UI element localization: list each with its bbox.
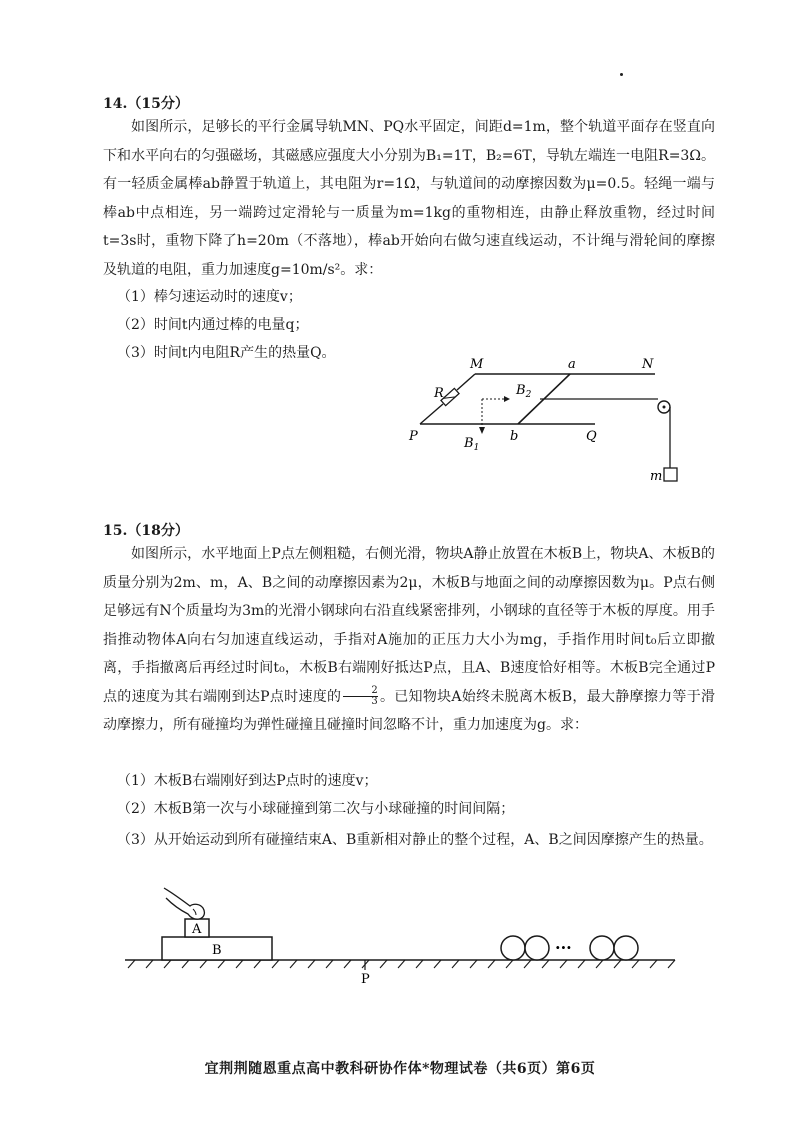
q15-question-2: （2）木板B第一次与小球碰撞到第二次与小球碰撞的时间间隔； <box>117 801 515 817</box>
q15-body-part1: 如图所示，水平地面上P点左侧粗糙，右侧光滑，物块A静止放置在木板B上，物块A、木板B的质量分别为2m、m，A、B之间的动摩擦因素为2μ，木板B与地面之间的动摩擦因数为μ。P点右侧足够远有N个质量均为3m的光滑小钢球向右沿直线紧密排列，小钢球的直径等于木板的厚度。用手指推动物体A向右匀加速直线运动，手指对A施加的正压力大小为mg，手指作用时间t₀后立即撤离，手指撤离后再经过时间t₀，木板B右端刚好抵达P点，且A、B速度恰好相等。木板B完全通过P点的速度为其右端刚到达P点时速度的 <box>103 546 715 705</box>
q14-header: 14.（15分） <box>103 96 189 112</box>
b1-arrow-icon <box>479 427 485 434</box>
ground-hatching <box>128 960 675 968</box>
label-board-b: B <box>212 943 222 958</box>
q15-question-3: （3）从开始运动到所有碰撞结束A、B重新相对静止的整个过程，A、B之间因摩擦产生的热量。 <box>117 832 713 848</box>
page-mark-dot <box>620 73 623 76</box>
steel-ball <box>614 936 638 960</box>
label-p: P <box>409 429 418 444</box>
label-b2: $B_2$ <box>516 383 532 400</box>
label-n: N <box>642 357 654 372</box>
q14-body: 如图所示，足够长的平行金属导轨MN、PQ水平固定，间距d=1m，整个轨道平面存在竖直向下和水平向右的匀强磁场，其磁感应强度大小分别为B₁=1T，B₂=6T，导轨左端连一电阻R=3Ω。有一轻质金属棒ab静置于轨道上，其电阻为r=1Ω，与轨道间的动摩擦因数为μ=0.5。轻绳一端与棒ab中点相连，另一端跨过定滑轮与一质量为m=1kg的重物相连，由静止释放重物，经过时间t=3s时，重物下降了h=20m（不落地），棒ab开始向右做匀速直线运动，不计绳与滑轮间的摩擦及轨道的电阻，重力加速度g=10m/s²。求： <box>103 119 715 278</box>
b2-arrow-icon <box>504 396 510 402</box>
finger-icon <box>164 888 204 919</box>
q14-question-1: （1）棒匀速运动时的速度v； <box>117 289 302 305</box>
q14-rail-diagram <box>400 352 700 502</box>
steel-ball <box>590 936 614 960</box>
q15-question-1: （1）木板B右端刚好到达P点时的速度v； <box>117 773 378 789</box>
label-p-point: P <box>361 972 370 987</box>
label-a: a <box>568 357 576 372</box>
label-q: Q <box>586 429 597 444</box>
label-b: b <box>510 429 519 444</box>
q15-body-part2: 。已知物块A始终未脱离木板B，最大静摩擦力等于滑动摩擦力，所有碰撞均为弹性碰撞且碰撞时间忽略不计，重力加速度为g。求： <box>103 688 715 733</box>
label-m-rail: M <box>470 357 484 372</box>
q15-body <box>103 540 715 740</box>
label-r: R <box>434 386 444 401</box>
page-footer: 宜荆荆随恩重点高中教科研协作体*物理试卷（共6页）第6页 <box>204 1061 596 1077</box>
left-wire-bottom <box>420 404 443 424</box>
label-block-a: A <box>192 922 202 937</box>
fraction-two-thirds: $\frac{2}{3}$ <box>343 686 377 707</box>
q15-header: 15.（18分） <box>103 523 189 539</box>
label-mass: m <box>650 469 663 484</box>
steel-ball <box>501 936 525 960</box>
mass-block <box>664 468 677 481</box>
ellipsis-dots: ··· <box>555 938 572 957</box>
left-wire-top <box>457 374 475 390</box>
q15-board-diagram <box>120 880 680 990</box>
q14-question-3: （3）时间t内电阻R产生的热量Q。 <box>117 345 336 361</box>
q14-question-2: （2）时间t内通过棒的电量q； <box>117 317 309 333</box>
label-b1: $B_1$ <box>464 436 480 453</box>
steel-ball <box>525 936 549 960</box>
